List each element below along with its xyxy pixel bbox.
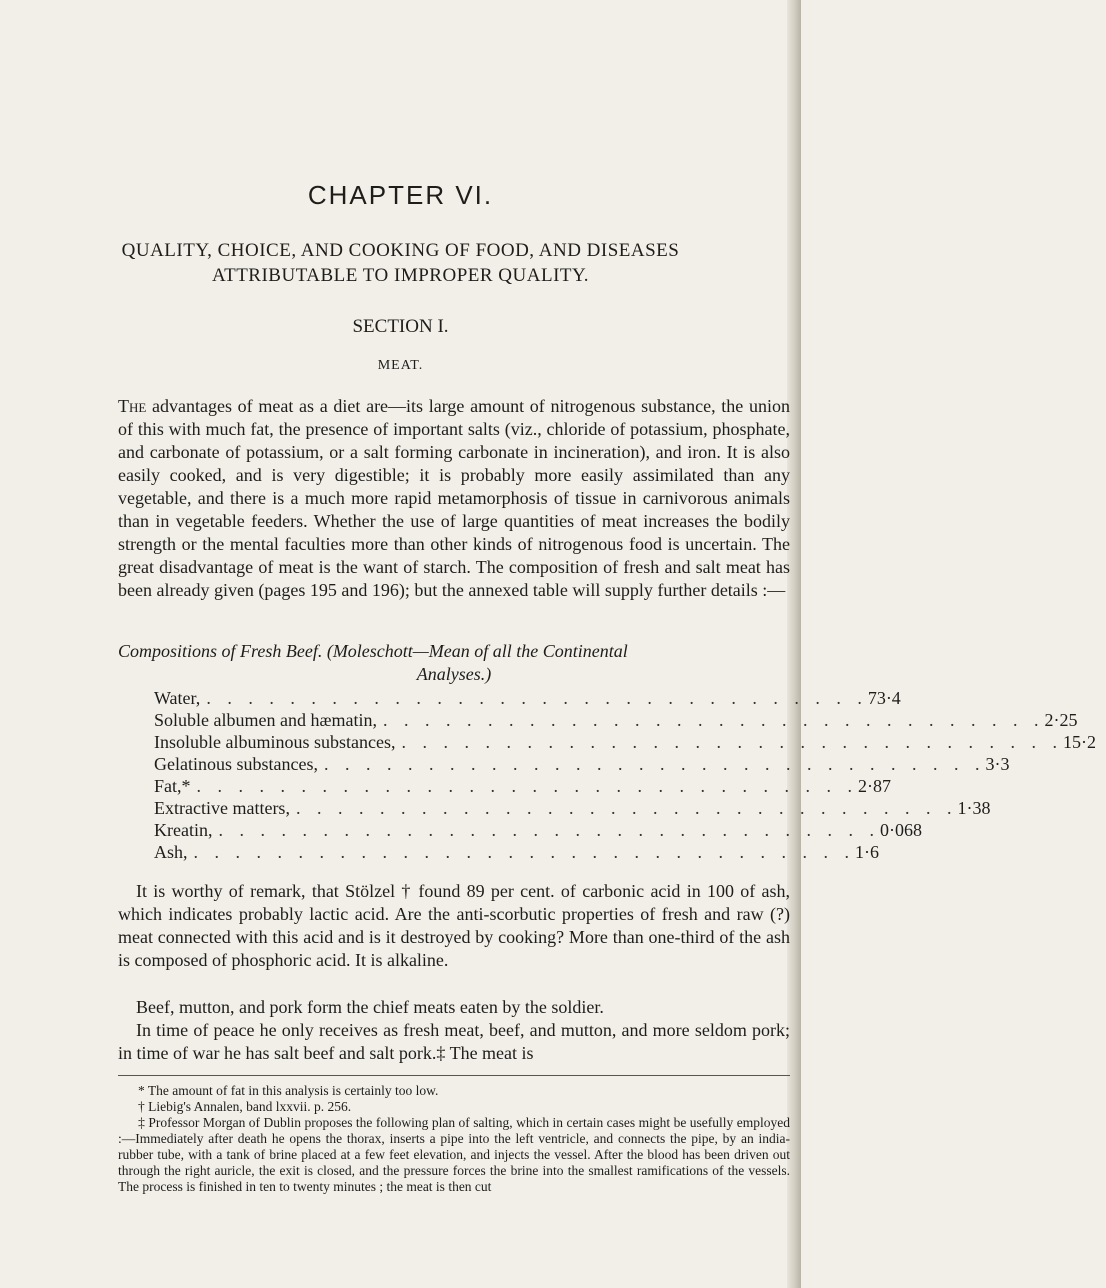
- composition-table: [154, 688, 1096, 864]
- footnote-2: [118, 1099, 790, 1115]
- paragraph-2: [118, 880, 790, 972]
- table-caption: [118, 640, 790, 686]
- row-label: Kreatin,: [154, 820, 213, 840]
- paragraph-4-text: In time of peace he only receives as fresh meat, beef, and mutton, and more seldom pork; in time of war he has salt beef and salt pork.‡ The meat is: [118, 1020, 790, 1063]
- table-row: [154, 820, 922, 842]
- paragraph-3: [118, 996, 790, 1019]
- table-row: [154, 710, 1078, 732]
- row-label: Extractive matters,: [154, 798, 290, 818]
- section-title: SECTION I.: [352, 316, 449, 337]
- leader-dots: . . . . . . . . . . . . . . . . . . . . . . . . . . . . . . . .: [196, 776, 859, 796]
- row-value: 2·25: [1044, 710, 1078, 730]
- table-row: [154, 732, 1096, 754]
- row-label: Insoluble albuminous substances,: [154, 732, 396, 752]
- row-label: Gelatinous substances,: [154, 754, 318, 774]
- paragraph-4: [118, 1019, 790, 1065]
- paragraph-3-text: Beef, mutton, and pork form the chief meats eaten by the soldier.: [136, 997, 604, 1017]
- table-row: [154, 688, 901, 710]
- footnote-1: [118, 1083, 790, 1099]
- footnote-divider: [118, 1075, 790, 1076]
- footnote-2-text: † Liebig's Annalen, band lxxvii. p. 256.: [138, 1099, 352, 1114]
- row-value: 73·4: [867, 688, 901, 708]
- paragraph-2-text: It is worthy of remark, that Stölzel † found 89 per cent. of carbonic acid in 100 of ash, which indicates probably lactic acid. Are the anti-scorbutic properties of fresh and raw (?) meat connected with this acid and is it destroyed by cooking? More than one-third of the ash is composed of phosphoric acid. It is alkaline.: [118, 881, 790, 970]
- footnote-3-text: ‡ Professor Morgan of Dublin proposes the following plan of salting, which in certain cases might be usefully employed :—Immediately after death he opens the thorax, inserts a pipe into the left ventricle, and connects the pipe, by an india-rubber tube, with a tank of brine placed at a few feet elevation, and injects the vessel. After the blood has been driven out through the right auricle, the exit is closed, and the pressure forces the brine into the smallest ramifications of the vessels. The process is finished in ten to twenty minutes ; the meat is then cut: [118, 1115, 790, 1194]
- table-caption-line-2: Analyses.): [416, 664, 492, 684]
- row-value: 15·2: [1062, 732, 1096, 752]
- footnotes: [118, 1083, 790, 1195]
- table-row: [154, 798, 991, 820]
- table-row: [154, 776, 892, 798]
- section-heading: MEAT.: [377, 358, 424, 373]
- row-label: Water,: [154, 688, 201, 708]
- row-label: Ash,: [154, 842, 188, 862]
- leader-dots: . . . . . . . . . . . . . . . . . . . . . . . . . . . . . . . .: [401, 732, 1063, 752]
- footnote-1-text: * The amount of fat in this analysis is certainly too low.: [138, 1083, 439, 1098]
- chapter-subtitle: [88, 238, 713, 288]
- table-row: [154, 842, 880, 864]
- leader-dots: . . . . . . . . . . . . . . . . . . . . . . . . . . . . . . . .: [193, 842, 856, 862]
- paragraph-1-lead: The: [118, 396, 147, 416]
- footnote-3: [118, 1115, 790, 1195]
- leader-dots: . . . . . . . . . . . . . . . . . . . . . . . . . . . . . . . .: [382, 710, 1045, 730]
- table-caption-line-1: Compositions of Fresh Beef. (Moleschott—Mean of all the Continental: [118, 641, 628, 661]
- row-value: 1·6: [855, 842, 880, 862]
- leader-dots: . . . . . . . . . . . . . . . . . . . . . . . . . . . . . . . .: [323, 754, 986, 774]
- subtitle-line-2: ATTRIBUTABLE TO IMPROPER QUALITY.: [211, 265, 590, 286]
- row-value: 2·87: [858, 776, 892, 796]
- subtitle-line-1: QUALITY, CHOICE, AND COOKING OF FOOD, AND DISEASES: [121, 240, 680, 261]
- chapter-title: CHAPTER VI.: [307, 180, 494, 210]
- paragraph-1: [118, 395, 790, 602]
- leader-dots: . . . . . . . . . . . . . . . . . . . . . . . . . . . . . . . .: [218, 820, 880, 840]
- row-label: Soluble albumen and hæmatin,: [154, 710, 377, 730]
- paragraph-1-text: advantages of meat as a diet are—its large amount of nitrogenous substance, the union of this with much fat, the presence of important salts (viz., chloride of potassium, phosphate, and carbonate of potassium, or a salt forming carbonate in incineration), and iron. It is also easily cooked, and is very digestible; it is probably more easily assimilated than any vegetable, and there is a much more rapid metamorphosis of tissue in carnivorous animals than in vegetable feeders. Whether the use of large quantities of meat increases the bodily strength or the mental faculties more than other kinds of nitrogenous food is uncertain. The great disadvantage of meat is the want of starch. The composition of fresh and salt meat has been already given (pages 195 and 196); but the annexed table will supply further details :—: [118, 396, 790, 600]
- row-value: 1·38: [957, 798, 991, 818]
- row-value: 0·068: [879, 820, 922, 840]
- table-row: [154, 754, 1010, 776]
- leader-dots: . . . . . . . . . . . . . . . . . . . . . . . . . . . . . . . .: [295, 798, 958, 818]
- leader-dots: . . . . . . . . . . . . . . . . . . . . . . . . . . . . . . . .: [206, 688, 868, 708]
- row-value: 3·3: [985, 754, 1010, 774]
- row-label: Fat,*: [154, 776, 191, 796]
